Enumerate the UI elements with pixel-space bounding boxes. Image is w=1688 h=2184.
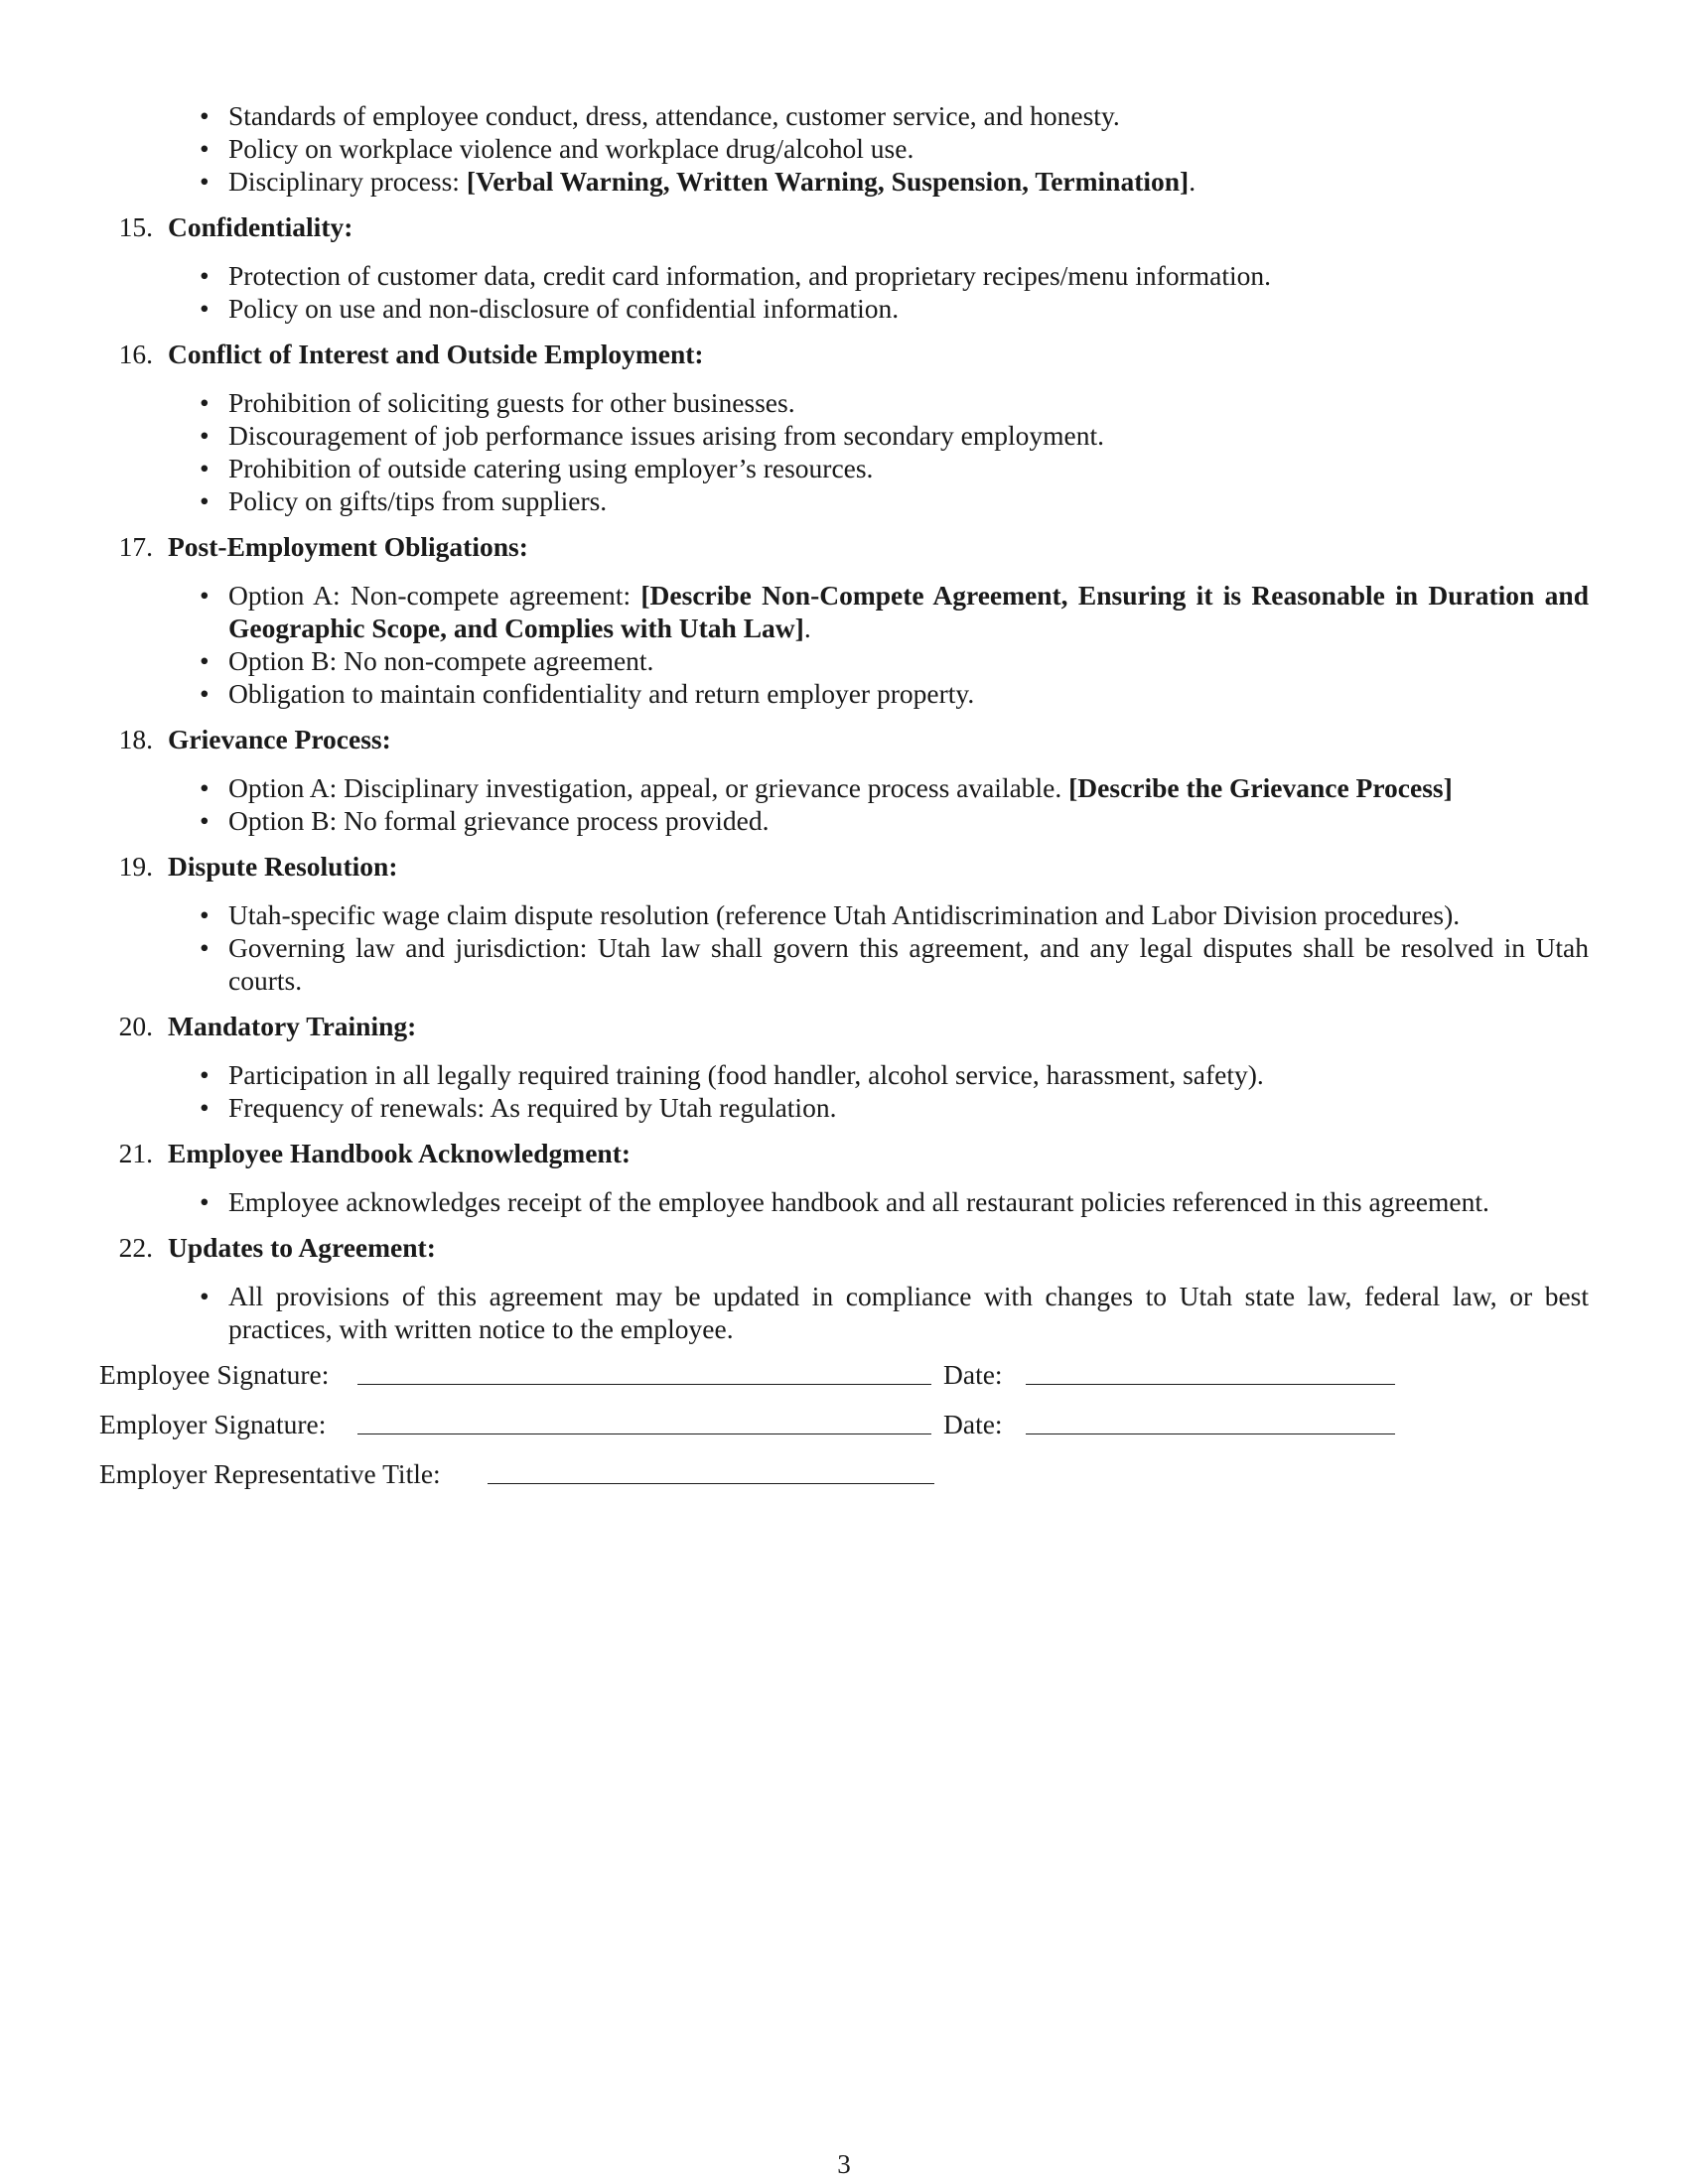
list-item: • Utah-specific wage claim dispute resolution (reference Utah Antidiscrimination and Labor Division procedures).	[99, 898, 1589, 931]
section-list	[99, 898, 1589, 997]
placeholder-text: [Describe Non-Compete Agreement, Ensuring it is Reasonable in Duration and Geographic Scope, and Complies with Utah Law]	[228, 580, 1589, 643]
employee-date-label: Date:	[943, 1359, 1003, 1390]
employer-signature-label: Employer Signature:	[99, 1409, 327, 1439]
section-list	[99, 1280, 1589, 1345]
list-item: • Prohibition of soliciting guests for other businesses.	[99, 386, 1589, 419]
section-list	[99, 1058, 1589, 1124]
section-list	[99, 771, 1589, 837]
section-dispute-resolution	[99, 850, 1589, 997]
section-title: Confidentiality:	[168, 211, 353, 242]
page-number: 3	[837, 2149, 851, 2179]
list-item: • Protection of customer data, credit card information, and proprietary recipes/menu information.	[99, 259, 1589, 292]
section-title: Dispute Resolution:	[168, 851, 398, 882]
section-updates	[99, 1231, 1589, 1345]
signature-block	[99, 1358, 1589, 1490]
section-title: Conflict of Interest and Outside Employment:	[168, 339, 704, 369]
document-body	[99, 99, 1589, 1507]
list-item: • Option A: Non-compete agreement: [Describe Non-Compete Agreement, Ensuring it is Reasonable in Duration and Geographic Scope, and Complies with Utah Law].	[99, 579, 1589, 644]
list-item: • Standards of employee conduct, dress, attendance, customer service, and honesty.	[99, 99, 1589, 132]
employer-title-line[interactable]	[488, 1457, 934, 1484]
section-title: Grievance Process:	[168, 724, 391, 754]
section-number: 17.	[118, 531, 153, 562]
section-post-employment	[99, 530, 1589, 710]
section-grievance	[99, 723, 1589, 837]
employer-date-label: Date:	[943, 1409, 1003, 1439]
employee-signature-row	[99, 1358, 1589, 1391]
section-handbook-acknowledgment	[99, 1137, 1589, 1218]
section-conflict-of-interest	[99, 338, 1589, 517]
section-number: 16.	[118, 339, 153, 369]
list-item: • Disciplinary process: [Verbal Warning, Written Warning, Suspension, Termination].	[99, 165, 1589, 198]
section-number: 19.	[118, 851, 153, 882]
section-number: 22.	[118, 1232, 153, 1263]
section-confidentiality	[99, 210, 1589, 325]
section-mandatory-training	[99, 1010, 1589, 1124]
employee-date-line[interactable]	[1026, 1358, 1395, 1385]
employer-title-label: Employer Representative Title:	[99, 1458, 441, 1489]
employer-title-row	[99, 1457, 1589, 1490]
list-item: • Obligation to maintain confidentiality and return employer property.	[99, 677, 1589, 710]
section-number: 18.	[118, 724, 153, 754]
section-list	[99, 259, 1589, 325]
section-title: Updates to Agreement:	[168, 1232, 436, 1263]
list-item: • Option B: No non-compete agreement.	[99, 644, 1589, 677]
list-item: • Discouragement of job performance issues arising from secondary employment.	[99, 419, 1589, 452]
placeholder-text: [Describe the Grievance Process]	[1068, 772, 1453, 803]
section-title: Employee Handbook Acknowledgment:	[168, 1138, 632, 1168]
section-number: 21.	[118, 1138, 153, 1168]
section-list	[99, 386, 1589, 517]
list-item: • Participation in all legally required training (food handler, alcohol service, harassment, safety).	[99, 1058, 1589, 1091]
list-item: • Governing law and jurisdiction: Utah law shall govern this agreement, and any legal disputes shall be resolved in Utah courts.	[99, 931, 1589, 997]
employee-signature-line[interactable]	[357, 1358, 931, 1385]
list-item: • Employee acknowledges receipt of the employee handbook and all restaurant policies referenced in this agreement.	[99, 1185, 1589, 1218]
list-item: • Policy on gifts/tips from suppliers.	[99, 484, 1589, 517]
conduct-bullet-list	[99, 99, 1589, 198]
section-number: 15.	[118, 211, 153, 242]
placeholder-text: [Verbal Warning, Written Warning, Suspension, Termination]	[466, 166, 1190, 197]
section-list	[99, 1185, 1589, 1218]
list-item: • Frequency of renewals: As required by Utah regulation.	[99, 1091, 1589, 1124]
list-item: • Policy on use and non-disclosure of confidential information.	[99, 292, 1589, 325]
list-item: • All provisions of this agreement may be updated in compliance with changes to Utah state law, federal law, or best practices, with written notice to the employee.	[99, 1280, 1589, 1345]
list-item: • Policy on workplace violence and workplace drug/alcohol use.	[99, 132, 1589, 165]
employer-signature-row	[99, 1408, 1589, 1440]
section-list	[99, 579, 1589, 710]
employer-date-line[interactable]	[1026, 1408, 1395, 1434]
section-title: Post-Employment Obligations:	[168, 531, 528, 562]
list-item: • Option A: Disciplinary investigation, appeal, or grievance process available. [Describe the Grievance Process]	[99, 771, 1589, 804]
employer-signature-line[interactable]	[357, 1408, 931, 1434]
list-item: • Option B: No formal grievance process provided.	[99, 804, 1589, 837]
section-number: 20.	[118, 1011, 153, 1041]
employee-signature-label: Employee Signature:	[99, 1359, 330, 1390]
list-item: • Prohibition of outside catering using employer’s resources.	[99, 452, 1589, 484]
section-title: Mandatory Training:	[168, 1011, 417, 1041]
